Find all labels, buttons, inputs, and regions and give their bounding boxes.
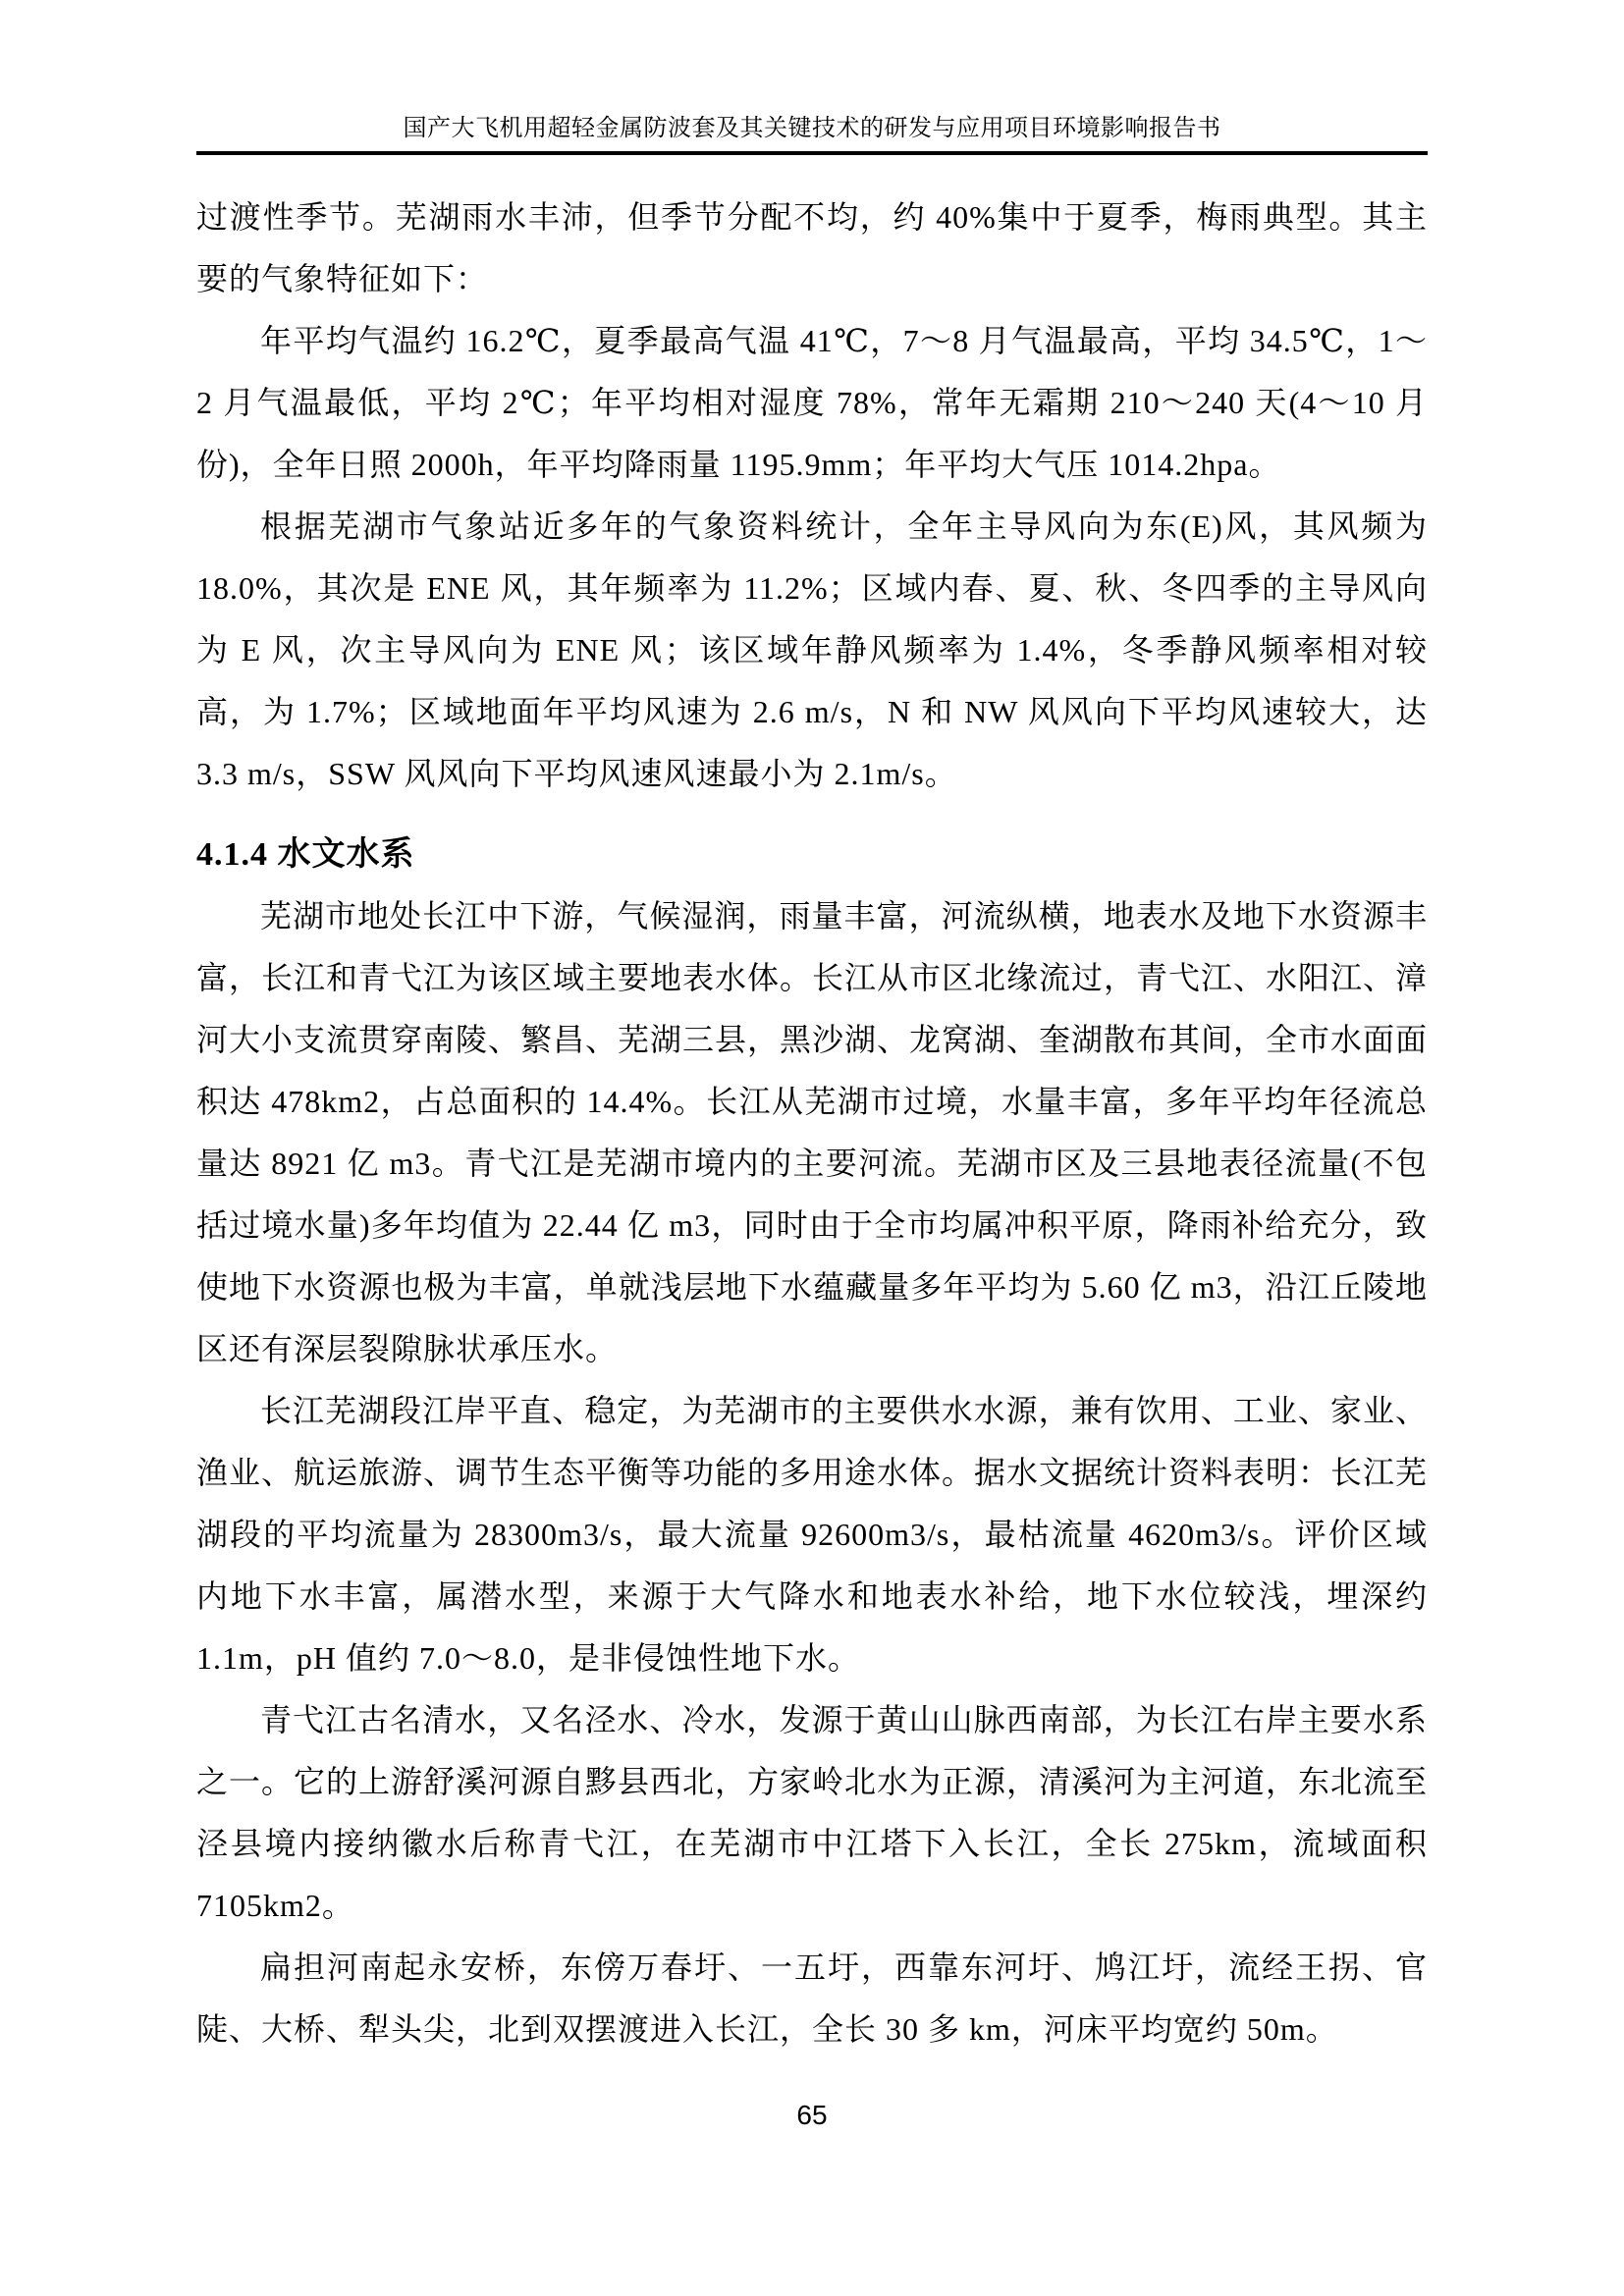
paragraph-biandan-river: 扁担河南起永安桥，东傍万春圩、一五圩，西靠东河圩、鸠江圩，流经王拐、官陡、大桥、犁头尖，北到双摆渡进入长江，全长 30 多 km，河床平均宽约 50m。 — [196, 1949, 1428, 2047]
paragraph-water-resources: 芜湖市地处长江中下游，气候湿润，雨量丰富，河流纵横，地表水及地下水资源丰富，长江和青弋江为该区域主要地表水体。长江从市区北缘流过，青弋江、水阳江、漳河大小支流贯穿南陵、繁昌、芜湖三县，黑沙湖、龙窝湖、奎湖散布其间，全市水面面积达 478km2，占总面积的 14.4%。长江从芜湖市过境，水量丰富，多年平均年径流总量达 8921 亿 m3。青弋江是芜湖市境内的主要河流。芜湖市区及三县地表径流量(不包括过境水量)多年均值为 22.44 亿 m3，同时由于全市均属冲积平原，降雨补给充分，致使地下水资源也极为丰富，单就浅层地下水蕴藏量多年平均为 5.60 亿 m3，沿江丘陵地区还有深层裂隙脉状承压水。 — [196, 898, 1429, 1366]
header-title: 国产大飞机用超轻金属防波套及其关键技术的研发与应用项目环境影响报告书 — [403, 116, 1221, 141]
paragraph-transition-season: 过渡性季节。芜湖雨水丰沛，但季节分配不均，约 40%集中于夏季，梅雨典型。其主要的气象特征如下： — [196, 199, 1428, 296]
paragraph-qingyi-river: 青弋江古名清水，又名泾水、冷水，发源于黄山山脉西南部，为长江右岸主要水系之一。它的上游舒溪河源自黟县西北，方家岭北水为正源，清溪河为主河道，东北流至泾县境内接纳徽水后称青弋江，在芜湖市中江塔下入长江，全长 275km，流域面积 7105km2。 — [196, 1702, 1429, 1923]
section-heading-hydrology: 4.1.4 水文水系 — [196, 836, 415, 873]
paragraph-yangtze-wuhu-section: 长江芜湖段江岸平直、稳定，为芜湖市的主要供水水源，兼有饮用、工业、家业、渔业、航运旅游、调节生态平衡等功能的多用途水体。据水文据统计资料表明：长江芜湖段的平均流量为 28300m3/s，最大流量 92600m3/s，最枯流量 4620m3/s。评价区域内地下水丰富，属潜水型，来源于大气降水和地表水补给，地下水位较浅，埋深约 1.1m，pH 值约 7.0～8.0，是非侵蚀性地下水。 — [196, 1393, 1429, 1676]
page-footer — [196, 2099, 1428, 2132]
page-header — [196, 0, 1428, 155]
header-divider — [196, 151, 1428, 155]
page-number: 65 — [796, 2100, 828, 2130]
paragraph-temperature-climate: 年平均气温约 16.2℃，夏季最高气温 41℃，7～8 月气温最高，平均 34.5℃，1～2 月气温最低，平均 2℃；年平均相对湿度 78%，常年无霜期 210～240 天(4～10 月份)，全年日照 2000h，年平均降雨量 1195.9mm；年平均大气压 1014.2hpa。 — [196, 323, 1428, 482]
paragraph-wind-statistics: 根据芜湖市气象站近多年的气象资料统计，全年主导风向为东(E)风，其风频为 18.0%，其次是 ENE 风，其年频率为 11.2%；区域内春、夏、秋、冬四季的主导风向为 E 风，次主导风向为 ENE 风；该区域年静风频率为 1.4%，冬季静风频率相对较高，为 1.7%；区域地面年平均风速为 2.6 m/s，N 和 NW 风风向下平均风速较大，达 3.3 m/s，SSW 风风向下平均风速风速最小为 2.1m/s。 — [196, 508, 1428, 791]
page-body — [196, 187, 1428, 2060]
